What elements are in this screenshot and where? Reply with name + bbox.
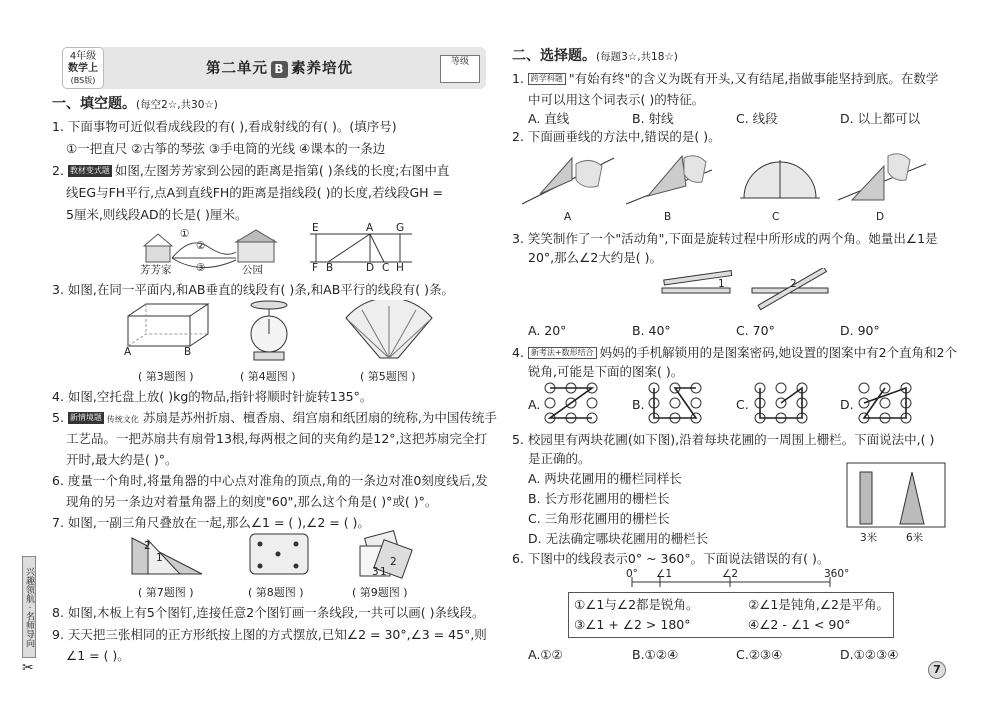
rq6-option-d[interactable]: D.①②③④ — [840, 647, 899, 662]
q1-options: ①一把直尺 ②古筝的琴弦 ③手电筒的光线 ④课本的一条边 — [66, 141, 386, 156]
pin-board-figure — [248, 532, 310, 576]
triangle-rulers-figure — [128, 534, 206, 578]
q2-text-a: 如图,左图芳芳家到公园的距离是指第( )条线的长度;右图中直 — [114, 163, 450, 178]
fig7-angle-2: 2 — [144, 540, 151, 552]
rq4-option-b[interactable]: B. — [632, 397, 645, 412]
section1-heading — [52, 95, 218, 114]
rq1-option-a[interactable]: A. 直线 — [528, 111, 570, 126]
q5-line1: 5. 新情境题 传统文化 苏扇是苏州折扇、檀香扇、绢宫扇和纸团扇的统称,为中国传统手 — [52, 410, 497, 425]
rq2-text: 2. 下面画垂线的方法中,错误的是( )。 — [512, 129, 721, 144]
section1-title: 一、填空题。 — [52, 96, 136, 112]
pattern-c — [752, 382, 810, 424]
rq4-option-a[interactable]: A. — [528, 397, 541, 412]
method-a-figure — [520, 150, 616, 208]
grade-label: 4年级 — [69, 51, 97, 62]
grade-badge — [62, 47, 104, 89]
page-title — [206, 57, 353, 78]
caption-5: ( 第5题图 ) — [360, 370, 416, 383]
title-label: 素养培优 — [291, 61, 353, 77]
level-label: 等级 — [450, 57, 469, 67]
q4-text: 4. 如图,空托盘上放( )kg的物品,指针将顺时针旋转135°。 — [52, 389, 373, 404]
q5-tag: 新情境题 — [69, 413, 102, 422]
unit-tag: B — [271, 61, 288, 78]
rq6-option-a[interactable]: A.①② — [528, 647, 563, 662]
rq3-option-b[interactable]: B. 40° — [632, 323, 671, 338]
q2-line1: 2. 教材变式题 如图,左图芳芳家到公园的距离是指第( )条线的长度;右图中直 — [52, 163, 450, 178]
side-tab-text: 兴趣领航 · 名师导向 — [22, 556, 36, 658]
rq1-option-c[interactable]: C. 线段 — [736, 111, 778, 126]
rq3-angle-2: 2 — [790, 278, 797, 290]
scissors-icon: ✂ — [22, 660, 34, 676]
q5-line3: 开时,最大约是( )°。 — [66, 452, 178, 467]
point-B: B — [326, 262, 334, 274]
home-label: 芳芳家 — [140, 264, 172, 276]
rq3-line1: 3. 笑笑制作了一个"活动角",下面是旋转过程中所形成的两个角。她量出∠1是 — [512, 231, 938, 246]
rq1-option-b[interactable]: B. 射线 — [632, 111, 674, 126]
route-label-1: ① — [180, 228, 190, 240]
rq2-label-b[interactable]: B — [664, 211, 672, 223]
q6-line2: 现角的另一条边对着量角器上的刻度"60",那么这个角是( )°或( )°。 — [66, 494, 438, 509]
rq4-option-c[interactable]: C. — [736, 397, 749, 412]
rect-length-label: 3米 — [860, 532, 878, 544]
fan-figure — [340, 300, 438, 362]
rq4-line1: 4. 新考法+数形结合 妈妈的手机解锁用的是图案密码,她设置的图案中有2个直角和2个 — [512, 345, 957, 360]
movable-angle-figure — [660, 268, 832, 312]
subject-label: 数学上 — [68, 63, 98, 74]
cuboid-figure — [126, 302, 212, 350]
rq4-option-d[interactable]: D. — [840, 397, 854, 412]
route-label-2: ② — [196, 240, 206, 252]
fig9-angle-3: 3 — [372, 566, 379, 578]
q3-text: 3. 如图,在同一平面内,和AB垂直的线段有( )条,和AB平行的线段有( )条。 — [52, 282, 455, 297]
caption-7: ( 第7题图 ) — [138, 586, 194, 599]
rq6-option-b[interactable]: B.①②④ — [632, 647, 679, 662]
scale-angle1: ∠1 — [656, 568, 673, 580]
rq1-option-d[interactable]: D. 以上都可以 — [840, 111, 921, 126]
point-G: G — [396, 222, 405, 234]
caption-9: ( 第9题图 ) — [352, 586, 408, 599]
point-D: D — [366, 262, 375, 274]
section2-heading — [512, 47, 678, 66]
rq4-tag: 新考法+数形结合 — [528, 347, 597, 359]
flowerbed-figure — [846, 462, 946, 528]
park-label: 公园 — [242, 264, 263, 276]
scale-end: 360° — [824, 568, 850, 580]
statement-4: ④∠2 - ∠1 < 90° — [748, 617, 851, 632]
point-F: F — [312, 262, 319, 274]
scale-angle2: ∠2 — [722, 568, 739, 580]
fig7-angle-1: 1 — [156, 552, 163, 564]
route-label-3: ③ — [196, 262, 206, 274]
caption-8: ( 第8题图 ) — [248, 586, 304, 599]
rq5-line2: 是正确的。 — [528, 451, 591, 466]
caption-3: ( 第3题图 ) — [138, 370, 194, 383]
rq2-label-c[interactable]: C — [772, 211, 780, 223]
pattern-b — [646, 382, 704, 424]
rq5-option-a[interactable]: A. 两块花圃用的栅栏同样长 — [528, 471, 682, 486]
rq2-label-d[interactable]: D — [876, 211, 885, 223]
statement-2: ②∠1是钝角,∠2是平角。 — [748, 597, 889, 612]
rq3-option-d[interactable]: D. 90° — [840, 323, 880, 338]
fig9-angle-1: 1 — [380, 566, 387, 578]
q2-tag: 教材变式题 — [69, 166, 110, 175]
rq5-option-d[interactable]: D. 无法确定哪块花圃用的栅栏长 — [528, 531, 709, 546]
rq1-line1: 1. 跨学科题 "有始有终"的含义为既有开头,又有结尾,指做事能坚持到底。在数学 — [512, 71, 939, 86]
level-box[interactable] — [440, 55, 480, 83]
scale-start: 0° — [626, 568, 638, 580]
q6-line1: 6. 度量一个角时,将量角器的中心点对准角的顶点,角的一条边对准0刻度线后,发 — [52, 473, 488, 488]
q1-text: 1. 下面事物可近似看成线段的有( ),看成射线的有( )。(填序号) — [52, 119, 397, 134]
section2-title: 二、选择题。 — [512, 48, 596, 64]
rq1-tag: 跨学科题 — [528, 73, 566, 85]
page-number: 7 — [928, 661, 946, 679]
rq3-option-a[interactable]: A. 20° — [528, 323, 567, 338]
q8-text: 8. 如图,木板上有5个图钉,连接任意2个图钉画一条线段,一共可以画( )条线段。 — [52, 605, 485, 620]
section2-note: (每题3☆,共18☆) — [596, 51, 678, 63]
point-H: H — [396, 262, 404, 274]
pattern-d — [856, 382, 914, 424]
pattern-a — [542, 382, 600, 424]
q7-text: 7. 如图,一副三角尺叠放在一起,那么∠1 = ( ),∠2 = ( )。 — [52, 515, 370, 530]
rq4-text-a: 妈妈的手机解锁用的是图案密码,她设置的图案中有2个直角和2个 — [599, 345, 957, 360]
q9-line1: 9. 天天把三张相同的正方形纸按上图的方式摆放,已知∠2 = 30°,∠3 = 45°,则 — [52, 627, 487, 642]
q5-tag2: 传统文化 — [106, 415, 139, 424]
point-A: A — [366, 222, 374, 234]
cuboid-point-A: A — [124, 346, 132, 358]
edition-label: (BS版) — [70, 76, 96, 85]
scale-figure — [244, 300, 294, 362]
q2-line2: 线EG与FH平行,点A到直线FH的距离是指线段( )的长度,若线段GH = — [66, 185, 444, 200]
rq5-line1: 5. 校园里有两块花圃(如下图),沿着每块花圃的一周围上栅栏。下面说法中,( ) — [512, 432, 935, 447]
point-E: E — [312, 222, 319, 234]
rq5-option-c[interactable]: C. 三角形花圃用的栅栏长 — [528, 511, 670, 526]
rq1-text-a: "有始有终"的含义为既有开头,又有结尾,指做事能坚持到底。在数学 — [568, 71, 939, 86]
rq5-option-b[interactable]: B. 长方形花圃用的栅栏长 — [528, 491, 670, 506]
rq3-line2: 20°,那么∠2大约是( )。 — [528, 250, 663, 265]
q9-line2: ∠1 = ( )。 — [66, 648, 130, 663]
triangle-length-label: 6米 — [906, 532, 924, 544]
rq4-line2: 锐角,可能是下面的图案( )。 — [528, 364, 684, 379]
method-c-figure — [740, 148, 820, 204]
rq2-label-a[interactable]: A — [564, 211, 572, 223]
rq3-option-c[interactable]: C. 70° — [736, 323, 775, 338]
caption-4: ( 第4题图 ) — [240, 370, 296, 383]
cuboid-point-B: B — [184, 346, 192, 358]
rq3-angle-1: 1 — [718, 278, 725, 290]
q5-line2: 工艺品。一把苏扇共有扇骨13根,每两根之间的夹角约是12°,这把苏扇完全打 — [66, 431, 488, 446]
q2-line3: 5厘米,则线段AD的长是( )厘米。 — [66, 207, 248, 222]
point-C: C — [382, 262, 390, 274]
unit-label: 第二单元 — [206, 61, 268, 77]
section1-note: (每空2☆,共30☆) — [136, 99, 218, 111]
statement-3: ③∠1 + ∠2 > 180° — [574, 617, 691, 632]
fig9-angle-2: 2 — [390, 556, 397, 568]
side-tab — [22, 556, 38, 676]
rq6-option-c[interactable]: C.②③④ — [736, 647, 783, 662]
rq6-text: 6. 下图中的线段表示0° ~ 360°。下面说法错误的有( )。 — [512, 551, 830, 566]
method-b-figure — [624, 150, 714, 208]
rq1-line2: 中可以用这个词表示( )的特征。 — [528, 92, 705, 107]
q5-text-a: 苏扇是苏州折扇、檀香扇、绢宫扇和纸团扇的统称,为中国传统手 — [142, 410, 497, 425]
statement-1: ①∠1与∠2都是锐角。 — [574, 597, 699, 612]
method-d-figure — [836, 150, 928, 208]
